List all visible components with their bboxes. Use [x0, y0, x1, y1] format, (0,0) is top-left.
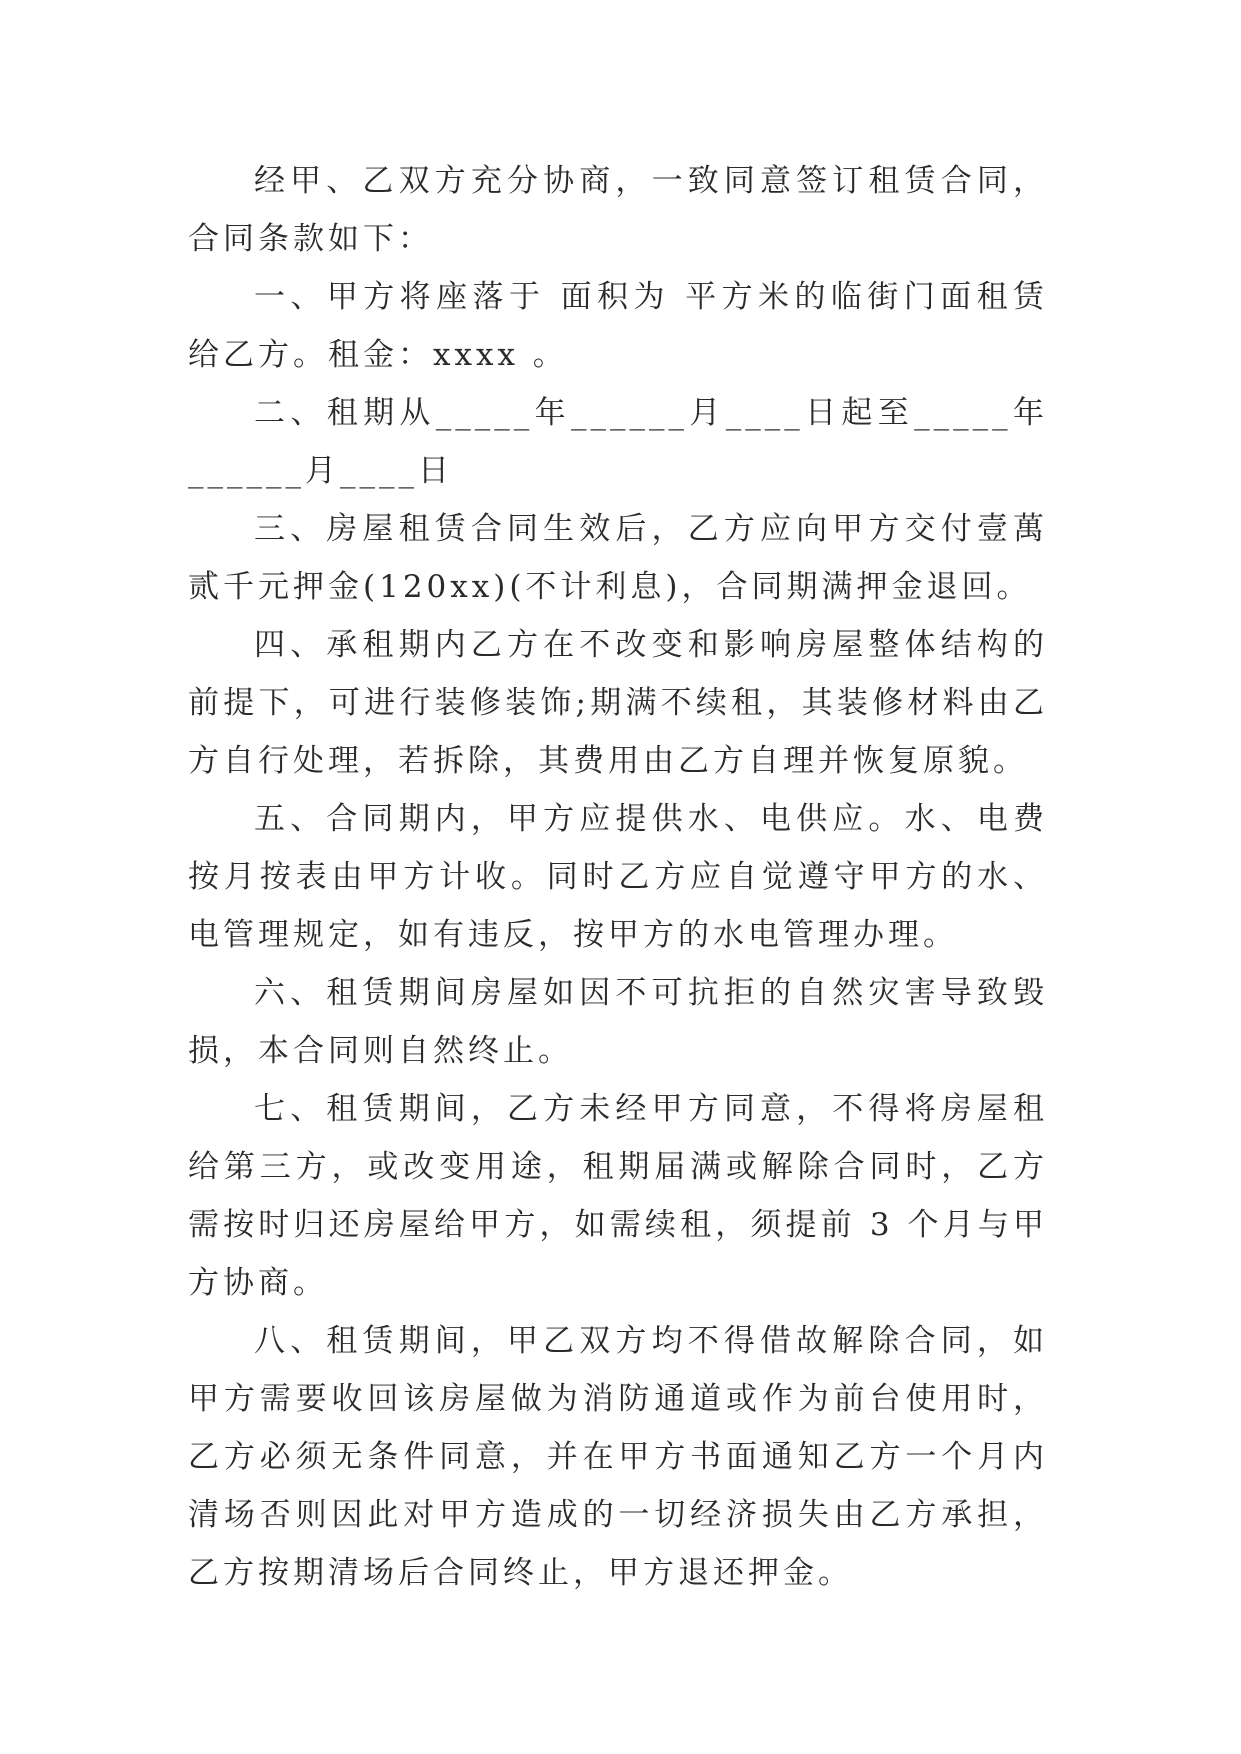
clause-6: 六、租赁期间房屋如因不可抗拒的自然灾害导致毁损，本合同则自然终止。 [188, 975, 1048, 1069]
clause-5: 五、合同期内，甲方应提供水、电供应。水、电费按月按表由甲方计收。同时乙方应自觉遵守甲方的水、电管理规定，如有违反，按甲方的水电管理办理。 [188, 801, 1048, 953]
clause-4: 四、承租期内乙方在不改变和影响房屋整体结构的前提下，可进行装修装饰;期满不续租，其装修材料由乙方自行处理，若拆除，其费用由乙方自理并恢复原貌。 [188, 627, 1048, 779]
contract-body [188, 152, 1048, 1602]
clause-8: 八、租赁期间，甲乙双方均不得借故解除合同，如甲方需要收回该房屋做为消防通道或作为前台使用时，乙方必须无条件同意，并在甲方书面通知乙方一个月内清场否则因此对甲方造成的一切经济损失由乙方承担，乙方按期清场后合同终止，甲方退还押金。 [188, 1323, 1048, 1591]
clause-1: 一、甲方将座落于 面积为 平方米的临街门面租赁给乙方。租金：xxxx 。 [188, 279, 1048, 373]
paragraph-intro: 经甲、乙双方充分协商，一致同意签订租赁合同，合同条款如下： [188, 163, 1048, 257]
clause-2: 二、租期从_____年______月____日起至_____年______月____日 [188, 395, 1048, 489]
clause-3: 三、房屋租赁合同生效后，乙方应向甲方交付壹萬贰千元押金(120xx)(不计利息)，合同期满押金退回。 [188, 511, 1048, 605]
clause-7: 七、租赁期间，乙方未经甲方同意，不得将房屋租给第三方，或改变用途，租期届满或解除合同时，乙方需按时归还房屋给甲方，如需续租，须提前 3 个月与甲方协商。 [188, 1091, 1048, 1301]
